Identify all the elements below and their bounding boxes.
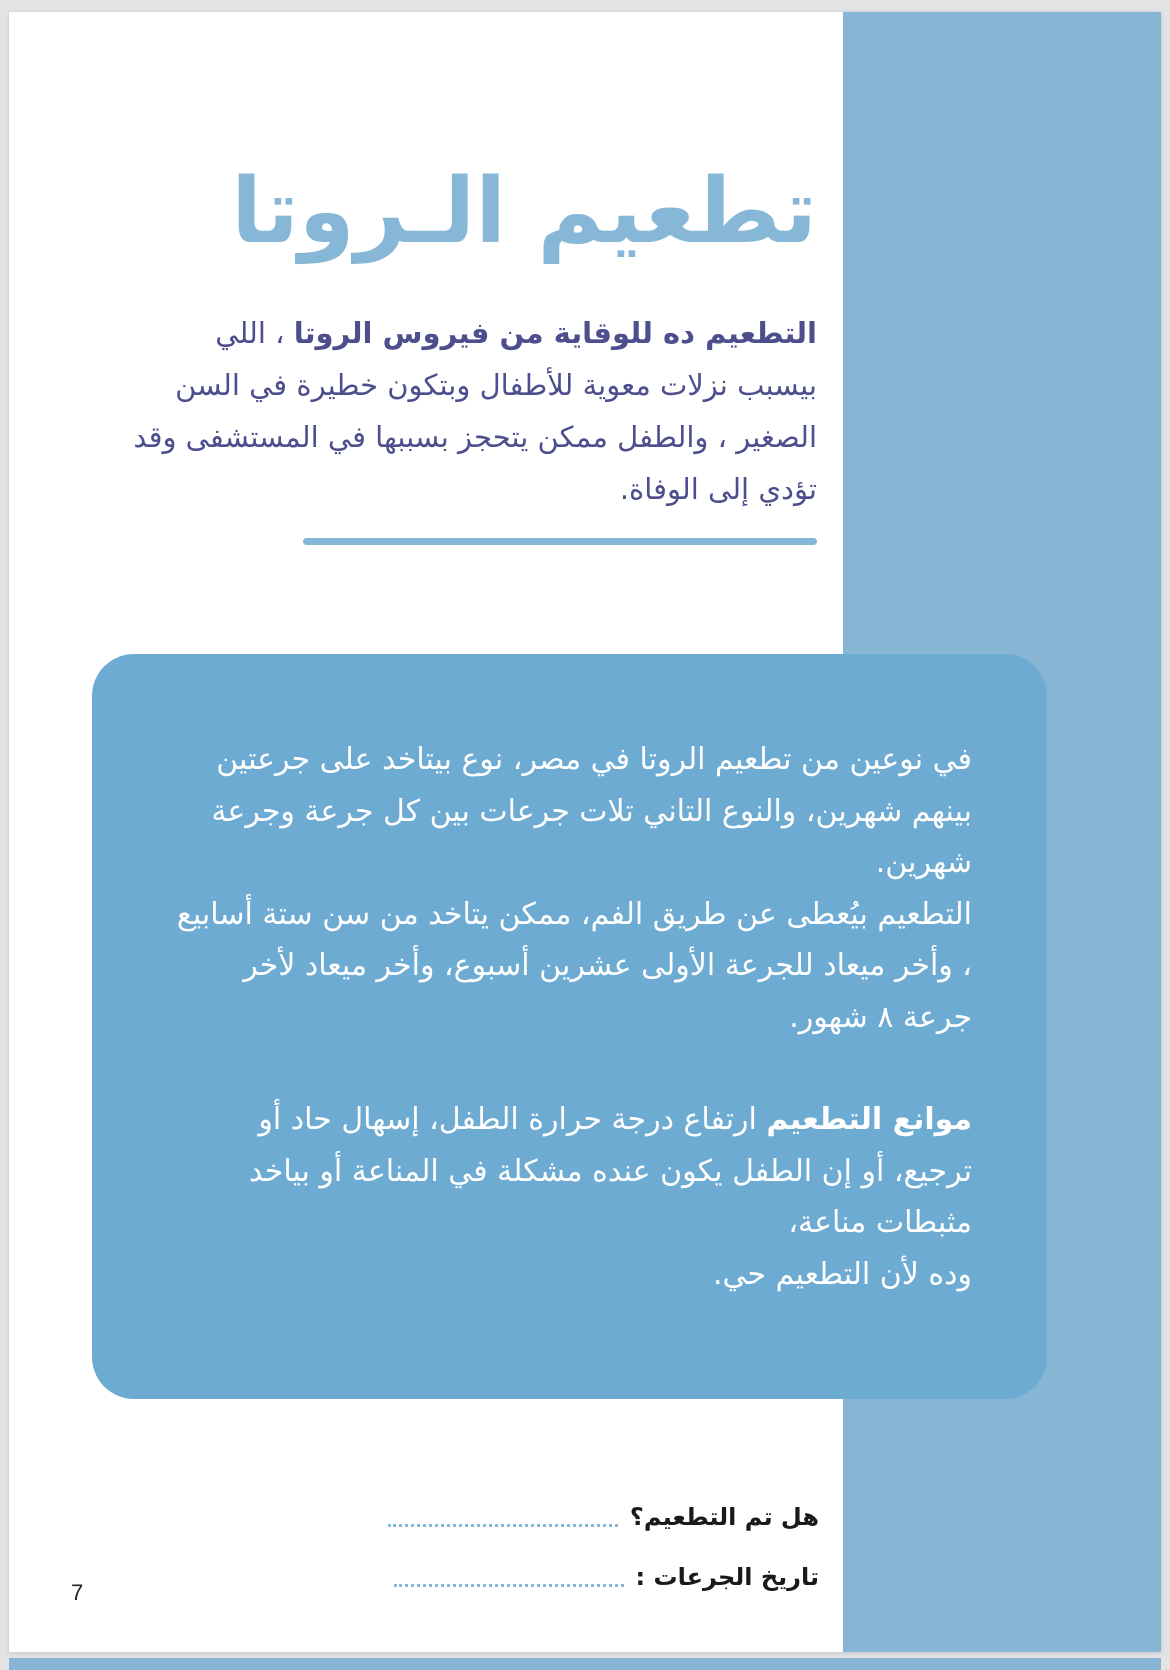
divider-line: [303, 538, 817, 545]
intro-paragraph: [129, 307, 817, 515]
contraindications-heading: موانع التطعيم: [766, 1102, 972, 1137]
vaccinated-question-row: [349, 1497, 819, 1537]
contraindications-text: ارتفاع درجة حرارة الطفل، إسهال حاد أو ترجيع، أو إن الطفل يكون عنده مشكلة في المناعة أو بياخد مثبطات مناعة،: [249, 1102, 972, 1240]
dose-dates-fill-line[interactable]: [394, 1583, 624, 1587]
info-box: [92, 654, 1047, 1399]
booklet-page: [9, 12, 1161, 1652]
dose-dates-label: تاريخ الجرعات :: [635, 1563, 819, 1591]
paragraph-spacer: [172, 1043, 972, 1094]
next-page-edge: [9, 1658, 1161, 1670]
administration-paragraph: التطعيم بيُعطى عن طريق الفم، ممكن يتاخد من سن ستة أسابيع ، وأخر ميعاد للجرعة الأولى عشرين أسبوع، وأخر ميعاد لأخر جرعة ٨ شهور.: [176, 896, 972, 1035]
vaccinated-fill-line[interactable]: [388, 1523, 618, 1527]
live-vaccine-note: وده لأن التطعيم حي.: [712, 1256, 972, 1292]
contraindications-paragraph: [172, 1094, 972, 1249]
page-number: 7: [71, 1580, 84, 1605]
intro-rest-text: ، اللي بيسبب نزلات معوية للأطفال وبتكون خطيرة في السن الصغير ، والطفل ممكن يتحجز بسببها في المستشفى وقد تؤدي إلى الوفاة.: [133, 316, 817, 506]
vaccinated-label: هل تم التطعيم؟: [629, 1503, 819, 1531]
page-title: تطعيم الـروتا: [231, 159, 817, 264]
info-box-text: [172, 734, 972, 1300]
vaccine-types-paragraph: في نوعين من تطعيم الروتا في مصر، نوع بيتاخد على جرعتين بينهم شهرين، والنوع التاني تلات جرعات بين كل جرعة وجرعة شهرين.: [211, 742, 972, 880]
intro-bold-text: التطعيم ده للوقاية من فيروس الروتا: [293, 316, 817, 350]
dose-dates-row: [349, 1557, 819, 1597]
